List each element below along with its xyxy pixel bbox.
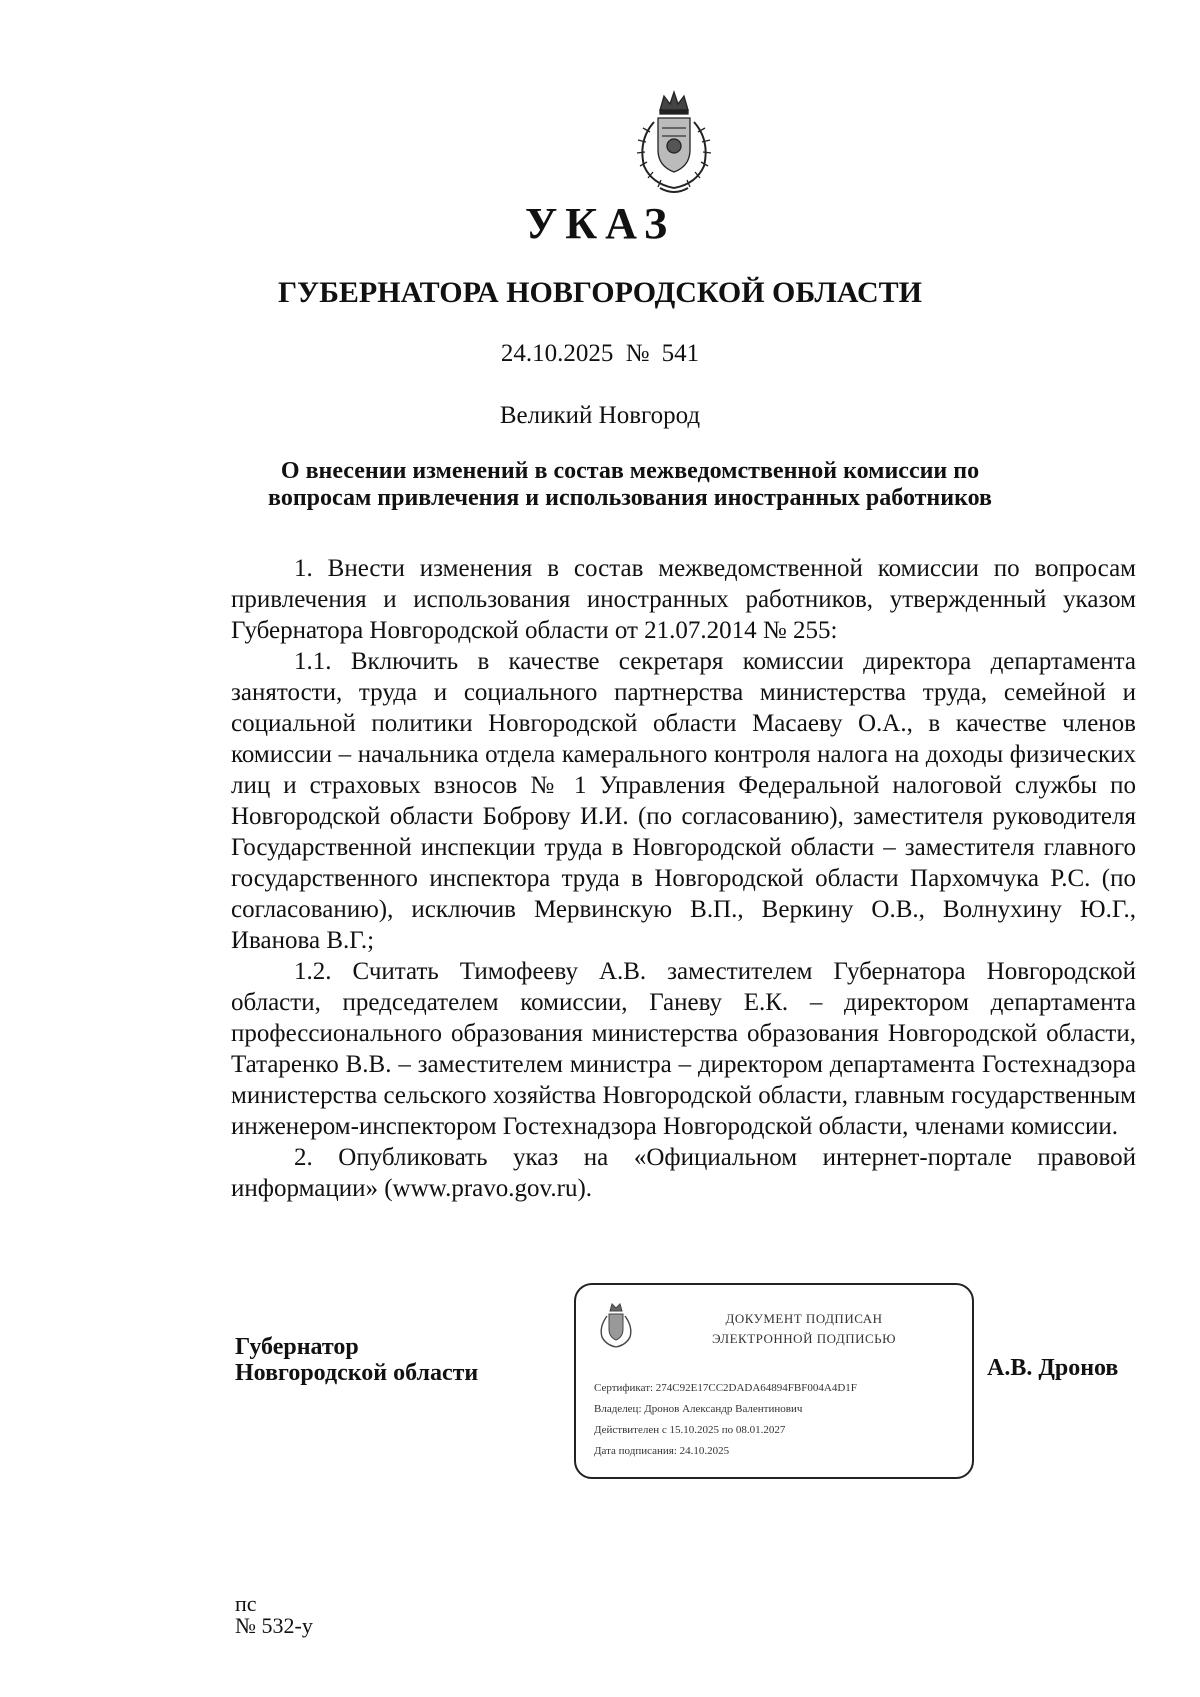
stamp-heading-line-1: ДОКУМЕНТ ПОДПИСАН: [725, 1311, 883, 1326]
paragraph-1-1: 1.1. Включить в качестве секретаря комиссии директора департамента занятости, труда и социального партнерства министерства труда, семейной и социальной политики Новгородской области Масаеву О.А., в качестве членов комиссии – начальника отдела камерального контроля налога на доходы физических лиц и страховых взносов № 1 Управления Федеральной налоговой службы по Новгородской области Боброву И.И. (по согласованию), заместителя руководителя Государственной инспекции труда в Новгородской области – заместителя главного государственного инспектора труда в Новгородской области Пархомчука Р.С. (по согласованию), исключив Мервинскую В.П., Веркину О.В., Волнухину Ю.Г., Иванова В.Г.;: [231, 648, 1136, 954]
electronic-signature-stamp: [574, 1283, 974, 1479]
heading-line-2: вопросам привлечения и использования иностранных работников: [268, 485, 992, 511]
paragraph-1-2: 1.2. Считать Тимофееву А.В. заместителем Губернатора Новгородской области, председателем комиссии, Ганеву Е.К. – директором департамента профессионального образования министерства образования Новгородской области, Татаренко В.В. – заместителем министра – директором департамента Гостехнадзора министерства сельского хозяйства Новгородской области, главным государственным инженером-инспектором Гостехнадзора Новгородской области, членами комиссии.: [231, 958, 1136, 1140]
stamp-validity: Действителен с 15.10.2025 по 08.01.2027: [594, 1424, 786, 1436]
date-number-line: [0, 340, 1200, 368]
footer-line-1: пс: [235, 1591, 257, 1616]
heading-line-1: О внесении изменений в состав межведомственной комиссии по: [280, 458, 980, 484]
stamp-certificate: Сертификат: 274C92E17CC2DADA64894FBF004A4D1F: [594, 1382, 857, 1394]
stamp-heading-line-2: ЭЛЕКТРОННОЙ ПОДПИСЬЮ: [712, 1331, 896, 1346]
paragraph-1: 1. Внести изменения в состав межведомственной комиссии по вопросам привлечения и использования иностранных работников, утвержденный указом Губернатора Новгородской области от 21.07.2014 № 255:: [231, 555, 1136, 644]
footer-line-2: № 532-у: [235, 1613, 313, 1638]
registration-footer: [235, 1593, 313, 1637]
city: Великий Новгород: [499, 402, 701, 429]
document-heading: [230, 458, 1030, 512]
stamp-heading: [656, 1309, 952, 1349]
signatory-name: А.В. Дронов: [987, 1355, 1119, 1381]
document-date: 24.10.2025: [500, 340, 614, 367]
document-type-title: УКАЗ: [524, 199, 676, 248]
coat-of-arms-emblem: [630, 88, 718, 198]
issuer-title: ГУБЕРНАТОРА НОВГОРОДСКОЙ ОБЛАСТИ: [277, 276, 923, 309]
document-body: [231, 553, 1136, 1204]
signatory-position: [235, 1334, 478, 1386]
paragraph-2: 2. Опубликовать указ на «Официальном интернет-портале правовой информации» (www.pravo.gov.ru).: [231, 1144, 1136, 1202]
stamp-details: [594, 1378, 962, 1462]
stamp-emblem-icon: [596, 1301, 636, 1351]
position-line-2: Новгородской области: [235, 1360, 479, 1386]
document-number: № 541: [625, 340, 700, 367]
stamp-owner: Владелец: Дронов Александр Валентинович: [594, 1403, 803, 1415]
stamp-signed-date: Дата подписания: 24.10.2025: [594, 1445, 730, 1457]
position-line-1: Губернатор: [235, 1334, 359, 1360]
